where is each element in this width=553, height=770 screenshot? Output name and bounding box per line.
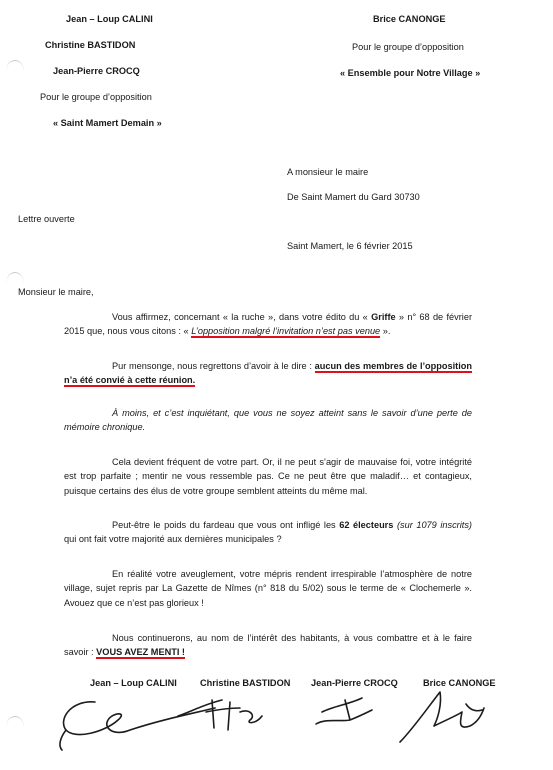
paragraph-6: En réalité votre aveuglement, votre mépris rendent irrespirable l’atmosphère de notre village, sujet repris par La Gazette de Nîmes (n° 818 du 5/02) sous le terme de « Clochemerle ». Avouez que ce n’est pas glorieux ! bbox=[64, 569, 472, 608]
p5-bold: 62 électeurs bbox=[339, 520, 394, 530]
recipient-line-2: De Saint Mamert du Gard 30730 bbox=[287, 192, 420, 202]
p5-italic: (sur 1079 inscrits) bbox=[393, 520, 472, 530]
signature-crocq bbox=[316, 698, 372, 724]
handwritten-signatures bbox=[0, 690, 553, 770]
left-group-label: Pour le groupe d’opposition bbox=[40, 92, 152, 102]
punch-hole-top bbox=[6, 60, 24, 71]
signatory-1: Jean – Loup CALINI bbox=[90, 678, 177, 688]
left-group-title: « Saint Mamert Demain » bbox=[53, 118, 162, 128]
p7-bold: VOUS AVEZ MENTI ! bbox=[96, 647, 185, 658]
recipient-line-1: A monsieur le maire bbox=[287, 167, 369, 177]
right-group-title: « Ensemble pour Notre Village » bbox=[340, 68, 481, 78]
paragraph-5 bbox=[64, 518, 472, 547]
paragraph-7 bbox=[64, 631, 472, 660]
right-sender-name: Brice CANONGE bbox=[373, 14, 446, 24]
sender-name-3: Jean-Pierre CROCQ bbox=[53, 66, 140, 76]
p7-text-a: Nous continuerons, au nom de l’intérêt des habitants, à vous combattre et à le faire savoir : bbox=[64, 633, 472, 658]
punch-hole-middle bbox=[6, 272, 24, 283]
p1-quote: L’opposition malgré l’invitation n’est pas venue bbox=[191, 326, 381, 337]
p2-bold-2: n’a été convié à cette réunion. bbox=[64, 375, 196, 386]
sender-name-2: Christine BASTIDON bbox=[45, 40, 136, 50]
letter-type: Lettre ouverte bbox=[18, 214, 75, 224]
right-group-label: Pour le groupe d’opposition bbox=[352, 42, 464, 52]
salutation: Monsieur le maire, bbox=[18, 287, 94, 297]
signatory-3: Jean-Pierre CROCQ bbox=[311, 678, 398, 688]
p5-text-a: Peut-être le poids du fardeau que vous ont infligé les bbox=[112, 520, 340, 530]
p5-text-b: qui ont fait votre majorité aux dernières municipales ? bbox=[64, 534, 282, 545]
signature-canonge bbox=[400, 692, 484, 742]
date-line: Saint Mamert, le 6 février 2015 bbox=[287, 241, 413, 251]
signatory-2: Christine BASTIDON bbox=[200, 678, 291, 688]
p2-bold-1: aucun des membres de l’opposition bbox=[314, 361, 472, 371]
signatory-4: Brice CANONGE bbox=[423, 678, 496, 688]
signature-bastidon bbox=[178, 700, 262, 730]
p1-griffe: Griffe bbox=[371, 312, 396, 322]
paragraph-2 bbox=[64, 359, 472, 388]
paragraph-4: Cela devient fréquent de votre part. Or, il ne peut s’agir de mauvaise foi, votre intégrité est trop parfaite ; mentir ne vous ressemble pas. Ce ne peut être que maladif… et contagieux, puisque certains des élus de votre groupe semblent atteints du même mal. bbox=[64, 457, 472, 496]
signature-calini bbox=[64, 702, 215, 735]
p1-text-b: » n° 68 de février 2015 que, nous vous citons : « bbox=[64, 312, 473, 337]
sender-name-1: Jean – Loup CALINI bbox=[66, 14, 153, 24]
paragraph-1 bbox=[64, 310, 472, 339]
paragraph-3: À moins, et c’est inquiétant, que vous ne soyez atteint sans le savoir d’une perte de mémoire chronique. bbox=[64, 408, 472, 433]
p1-text-c: ». bbox=[380, 326, 391, 337]
p1-text-a: Vous affirmez, concernant « la ruche », dans votre édito du « bbox=[112, 312, 372, 322]
p2-text-a: Pur mensonge, nous regrettons d’avoir à le dire : bbox=[112, 361, 315, 371]
